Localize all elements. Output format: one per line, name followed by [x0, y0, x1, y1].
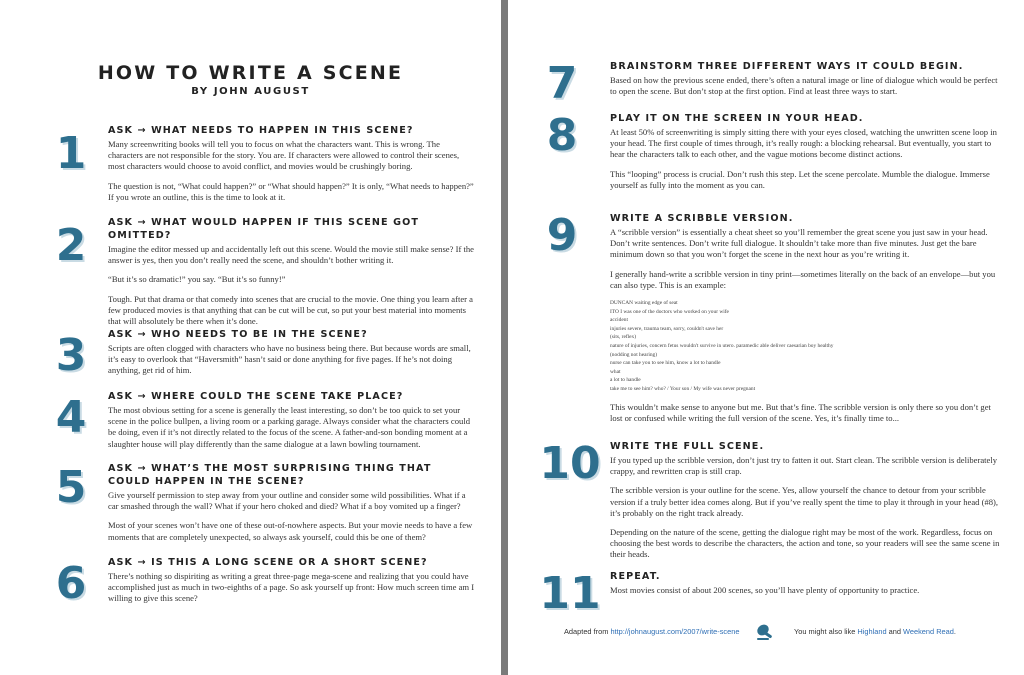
section-paragraph: The scribble version is your outline for the scene. Yes, allow yourself the chance to detour from your scribble version if a truly better idea comes along. But if you’ve really spent the time to play it through in your head (#8), it’s probably on the right track already.: [610, 485, 999, 518]
section-paragraph: Depending on the nature of the scene, getting the dialogue right may be most of the work. Regardless, focus on choosing the best words to describe the characters, the action and tone, so your readers will see the same scene in their heads.: [610, 527, 1000, 560]
document-title: HOW TO WRITE A SCENE: [97, 62, 404, 84]
document-byline: BY JOHN AUGUST: [191, 86, 310, 97]
section-paragraph: There’s nothing so dispiriting as writing a great three-page mega-scene and realizing that you could have accomplished just as much in two-eighths of a page. So ask yourself up front: How much screen time am I willing to give this scene?: [108, 571, 475, 604]
weekend-read-link[interactable]: Weekend Read: [903, 627, 954, 636]
section-number: 8: [546, 110, 578, 161]
footer-and-text: and: [886, 627, 904, 636]
section-number: 1: [55, 128, 87, 179]
scribble-line: ITO I was one of the doctors who worked on your wife: [610, 308, 729, 315]
section-heading: ASK → WHERE COULD THE SCENE TAKE PLACE?: [108, 391, 404, 402]
footer-source-link[interactable]: http://johnaugust.com/2007/write-scene: [610, 627, 740, 636]
footer-also-like: [794, 627, 956, 636]
section-number: 6: [55, 558, 87, 609]
scribble-line: nature of injuries, concern fetus wouldn't survive in utero. paramedic able deliver caesarian boy healthy: [610, 342, 834, 349]
footer-period: .: [953, 627, 956, 636]
footer-also-label: You might also like: [794, 627, 858, 636]
highland-link[interactable]: Highland: [857, 627, 887, 636]
right-page: [508, 0, 1024, 675]
section-paragraph: This wouldn’t make sense to anyone but me. But that’s fine. The scribble version is only there so you don’t get lost or confused while writing the full version of the scene. Yes, it’s finally time to...: [610, 401, 991, 423]
scribble-line: a lot to handle: [610, 377, 641, 384]
section-heading: BRAINSTORM THREE DIFFERENT WAYS IT COULD BEGIN.: [610, 61, 964, 72]
section-paragraph: A “scribble version” is essentially a cheat sheet so you’ll remember the great scene you just saw in your head. Don’t write sentences. Don’t write full dialogue. It shouldn’t take more than five minutes. Just get the bare minimum down so that you won’t forget the scene in the next hour as you’re writing it.: [610, 227, 988, 260]
section-number: 2: [55, 220, 87, 271]
scribble-line: (sits, reflex): [610, 334, 637, 341]
scribble-line: accident: [610, 317, 628, 324]
section-paragraph: Most of your scenes won’t have one of these out-of-nowhere aspects. But your movie needs to have a few moments that are completely unexpected, so always ask yourself, could this be one of them?: [108, 520, 473, 542]
footer-adapted: [564, 627, 739, 636]
section-paragraph: Based on how the previous scene ended, there’s often a natural image or line of dialogue which would be perfect to open the scene. But don’t stop at the first option. Find at least three ways to start.: [610, 75, 998, 97]
section-paragraph: “But it’s so dramatic!” you say. “But it’s so funny!”: [108, 274, 286, 285]
section-heading: REPEAT.: [610, 571, 661, 582]
section-number: 9: [546, 210, 578, 261]
section-heading: ASK → WHAT NEEDS TO HAPPEN IN THIS SCENE?: [108, 125, 414, 136]
section-heading: WRITE THE FULL SCENE.: [610, 441, 765, 452]
section-paragraph: At least 50% of screenwriting is simply sitting there with your eyes closed, watching the unwritten scene loop in your head. The first couple of times through, it’s really rough: a blocking rehearsal. But eventually, you start to hear the characters talk to each other, and the vague motions become distinct actions.: [610, 127, 997, 160]
section-number: 7: [546, 58, 578, 109]
section-paragraph: The most obvious setting for a scene is generally the least interesting, so don’t be too quick to set your scene in the police bullpen, a living room or a parking garage. Always consider what the characters could be doing, even if it’s not directly related to the focus of the scene. A father-and-son bonding moment at a slaughter house will play differently than the same dialogue at a lawn bowling tournament.: [108, 405, 471, 449]
section-heading: WRITE A SCRIBBLE VERSION.: [610, 213, 794, 224]
scribble-line: DUNCAN waiting edge of seat: [610, 300, 678, 307]
section-paragraph: Many screenwriting books will tell you to focus on what the characters want. This is wrong. The characters are not responsible for the story. You are. If characters were allowed to control their scenes, most characters would choose to avoid conflict, and movies would be crushingly boring.: [108, 139, 460, 172]
scribble-line: take me to see him? who? / Your son / My wife was never pregnant: [610, 385, 756, 392]
section-paragraph: This “looping” process is crucial. Don’t rush this step. Let the scene percolate. Mumble the dialogue. Immerse yourself as fully into the moment as you can.: [610, 168, 990, 190]
left-page: [0, 0, 501, 675]
section-paragraph: Imagine the editor messed up and accidentally left out this scene. Would the movie still make sense? If the answer is yes, then you don’t really need the scene, and shouldn’t bother writing it.: [108, 244, 474, 266]
section-paragraph: The question is not, “What could happen?” or “What should happen?” It is only, “What needs to happen?” If you wrote an outline, this is the time to look at it.: [108, 180, 474, 202]
section-paragraph: If you typed up the scribble version, don’t just try to fatten it out. Start clean. The scribble version is deliberately crappy, and rewritten crap is still crap.: [610, 455, 998, 477]
section-heading: ASK → WHAT WOULD HAPPEN IF THIS SCENE GOT OMITTED?: [108, 217, 420, 241]
section-paragraph: I generally hand-write a scribble version in tiny print—sometimes literally on the back of an envelope—but you can also type. This is an example:: [610, 268, 996, 290]
scribble-line: nurse can take you to see him, know a lot to handle: [610, 360, 721, 367]
section-heading: ASK → IS THIS A LONG SCENE OR A SHORT SCENE?: [108, 557, 428, 568]
section-number: 4: [55, 392, 87, 443]
scribble-example: [610, 299, 1002, 394]
scribble-line: what: [610, 368, 621, 375]
scribble-line: (nodding not hearing): [610, 351, 658, 358]
pushpin-icon: [755, 622, 777, 647]
section-heading: ASK → WHAT’S THE MOST SURPRISING THING THAT COULD HAPPEN IN THE SCENE?: [108, 463, 432, 487]
section-paragraph: Give yourself permission to step away from your outline and consider some wild possibilities. What if a car smashed through the wall? What if your hero choked and died? What if a boy vomited up a finger?: [108, 490, 466, 512]
section-heading: ASK → WHO NEEDS TO BE IN THE SCENE?: [108, 329, 368, 340]
section-number: 3: [55, 330, 87, 381]
footer-adapted-label: Adapted from: [564, 627, 611, 636]
section-paragraph: Most movies consist of about 200 scenes, so you’ll have plenty of opportunity to practice.: [610, 585, 920, 595]
section-number: 5: [55, 462, 87, 513]
section-heading: PLAY IT ON THE SCREEN IN YOUR HEAD.: [610, 113, 864, 124]
section-paragraph: Scripts are often clogged with characters who have no business being there. But because words are small, it’s easy to overlook that “Haversmith” hasn’t said or done anything for five pages. If he’s not doing anything, get rid of him.: [108, 343, 471, 376]
scribble-line: injuries severe, trauma team, sorry, couldn't save her: [610, 325, 724, 332]
section-paragraph: Tough. Put that drama or that comedy into scenes that are crucial to the movie. One thing you learn after a few produced movies is that anything that can be cut will be cut, so put your best material into moments that will absolutely be there when it’s done.: [108, 293, 473, 327]
section-number: 10: [539, 438, 601, 489]
section-number: 11: [539, 568, 601, 619]
